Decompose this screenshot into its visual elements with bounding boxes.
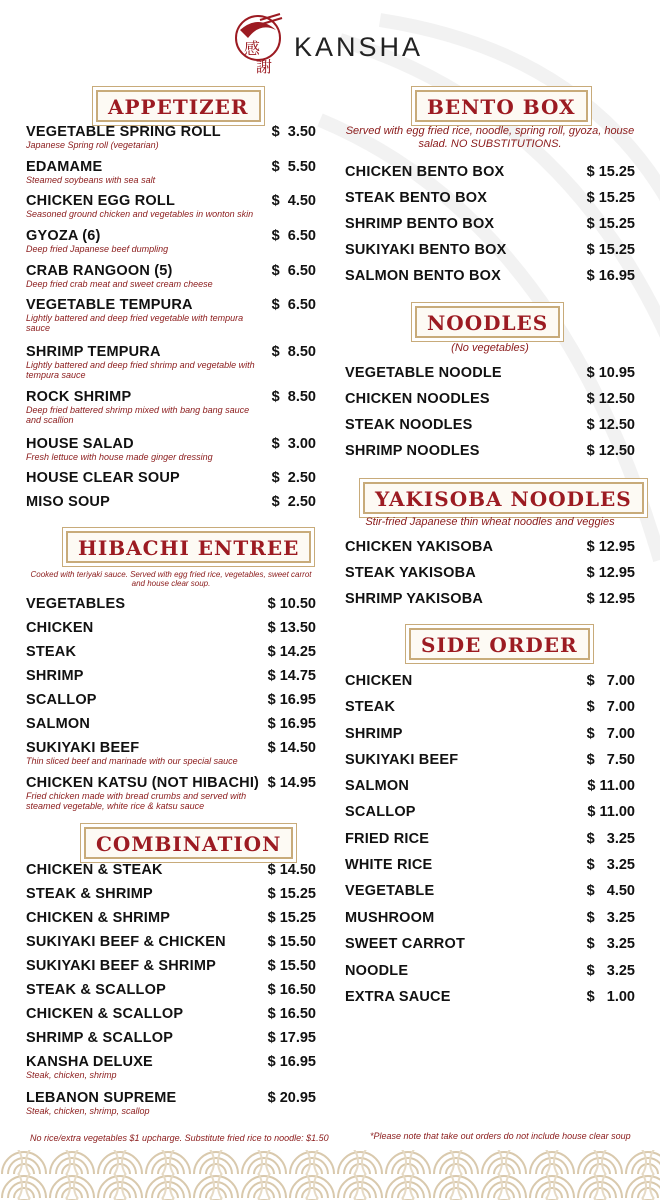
menu-item-price: $ 6.50 [271, 263, 316, 279]
menu-item-name: SALMON [26, 716, 91, 732]
menu-item-name: CHICKEN [26, 620, 94, 636]
menu-item-description: Fresh lettuce with house made ginger dressing [26, 452, 213, 462]
menu-item-name: LEBANON SUPREME [26, 1090, 177, 1106]
menu-item-description: Lightly battered and deep fried shrimp and vegetable with tempura sauce [26, 360, 255, 380]
menu-item-name: SUKIYAKI BEEF & SHRIMP [26, 958, 216, 974]
menu-item-price: $ 15.25 [586, 190, 635, 206]
section-title-yakisoba: YAKISOBA NOODLES [363, 482, 644, 514]
menu-item [345, 565, 635, 581]
menu-item [345, 190, 635, 206]
menu-item-name: CRAB RANGOON (5) [26, 263, 173, 279]
menu-item-price: $ 15.25 [586, 164, 635, 180]
menu-item [26, 1090, 316, 1116]
menu-item [345, 699, 635, 715]
menu-item [26, 644, 316, 660]
menu-item-name: VEGETABLE NOODLE [345, 365, 502, 381]
menu-item-name: VEGETABLE [345, 883, 435, 899]
menu-item [345, 591, 635, 607]
menu-item-price: $ 12.50 [586, 391, 635, 407]
menu-item-name: SWEET CARROT [345, 936, 466, 952]
menu-item-price: $ 3.25 [586, 857, 635, 873]
menu-item-price: $ 13.50 [267, 620, 316, 636]
menu-item-name: SHRIMP NOODLES [345, 443, 480, 459]
menu-item [26, 862, 316, 878]
menu-item-price: $ 6.50 [271, 228, 316, 244]
menu-item [26, 1006, 316, 1022]
menu-item [345, 443, 635, 459]
menu-item-price: $ 8.50 [271, 344, 316, 360]
menu-item-description: Deep fried crab meat and sweet cream cheese [26, 279, 213, 289]
menu-item-name: EXTRA SAUCE [345, 989, 451, 1005]
menu-item-price: $ 12.50 [586, 443, 635, 459]
menu-item [345, 910, 635, 926]
section-title-hibachi: HIBACHI ENTREE [66, 531, 311, 563]
menu-item-name: SALMON [345, 778, 410, 794]
menu-item-price: $ 16.50 [267, 982, 316, 998]
menu-item-name: EDAMAME [26, 159, 103, 175]
menu-item [26, 886, 316, 902]
menu-item [26, 159, 316, 185]
menu-item-description: Seasoned ground chicken and vegetables in wonton skin [26, 209, 254, 219]
menu-item-name: GYOZA (6) [26, 228, 101, 244]
section-title-appetizer: APPETIZER [96, 90, 261, 122]
menu-item-price: $ 16.95 [267, 692, 316, 708]
menu-item [26, 668, 316, 684]
menu-item-name: SUKIYAKI BEEF & CHICKEN [26, 934, 226, 950]
menu-item-price: $ 14.25 [267, 644, 316, 660]
menu-item-name: VEGETABLE SPRING ROLL [26, 124, 221, 140]
menu-item-description: Deep fried battered shrimp mixed with bang bang sauce and scallion [26, 405, 250, 425]
menu-item [26, 1030, 316, 1046]
menu-item [345, 726, 635, 742]
menu-item-price: $ 8.50 [271, 389, 316, 405]
menu-item-price: $ 20.95 [267, 1090, 316, 1106]
menu-item-name: SUKIYAKI BENTO BOX [345, 242, 507, 258]
menu-item [26, 263, 316, 289]
menu-item [26, 470, 316, 486]
right-column [345, 0, 635, 1200]
menu-item-name: STEAK [26, 644, 77, 660]
menu-item [345, 417, 635, 433]
menu-item-price: $ 7.00 [586, 726, 635, 742]
menu-item [345, 673, 635, 689]
menu-item-name: CHICKEN & SHRIMP [26, 910, 171, 926]
menu-item-price: $ 3.25 [586, 910, 635, 926]
menu-item-name: HOUSE CLEAR SOUP [26, 470, 180, 486]
menu-item-name: CHICKEN [345, 673, 413, 689]
menu-item-name: VEGETABLES [26, 596, 126, 612]
menu-item [26, 494, 316, 510]
menu-item-name: CHICKEN BENTO BOX [345, 164, 505, 180]
menu-item [345, 752, 635, 768]
menu-item [345, 989, 635, 1005]
menu-item-name: STEAK YAKISOBA [345, 565, 476, 581]
menu-item-price: $ 3.25 [586, 831, 635, 847]
menu-item-price: $ 3.25 [586, 963, 635, 979]
menu-item-name: CHICKEN KATSU (NOT HIBACHI) [26, 775, 260, 791]
menu-item [26, 740, 316, 766]
section-title-bento: BENTO BOX [415, 90, 588, 122]
menu-item-name: STEAK & SHRIMP [26, 886, 153, 902]
menu-item-price: $ 17.95 [267, 1030, 316, 1046]
hibachi-note: Cooked with teriyaki sauce. Served with egg fried rice, vegetables, sweet carrot and house clear soup. [30, 570, 312, 588]
menu-item-description: Thin sliced beef and marinade with our special sauce [26, 756, 238, 766]
menu-item-price: $ 5.50 [271, 159, 316, 175]
menu-item [26, 775, 316, 811]
menu-item-price: $ 16.50 [267, 1006, 316, 1022]
menu-item-name: ROCK SHRIMP [26, 389, 132, 405]
menu-item-price: $ 2.50 [271, 470, 316, 486]
menu-item-name: SHRIMP [26, 668, 84, 684]
menu-item-name: VEGETABLE TEMPURA [26, 297, 193, 313]
wave-pattern-border [0, 1150, 660, 1200]
footnote-right: *Please note that take out orders do not include house clear soup [370, 1131, 631, 1141]
menu-item-price: $ 14.50 [267, 740, 316, 756]
menu-item [26, 910, 316, 926]
menu-item [26, 228, 316, 254]
menu-item-price: $ 16.95 [267, 1054, 316, 1070]
menu-item-price: $ 15.25 [267, 886, 316, 902]
menu-item-price: $ 15.25 [267, 910, 316, 926]
noodles-note: (No vegetables) [451, 342, 529, 354]
menu-item-name: KANSHA DELUXE [26, 1054, 153, 1070]
menu-item-name: SHRIMP BENTO BOX [345, 216, 495, 232]
menu-item-price: $ 2.50 [271, 494, 316, 510]
menu-item-price: $ 14.50 [267, 862, 316, 878]
menu-item [345, 268, 635, 284]
brand-name: KANSHA [294, 32, 424, 62]
menu-item-price: $ 4.50 [271, 193, 316, 209]
menu-item-name: FRIED RICE [345, 831, 430, 847]
menu-item [26, 958, 316, 974]
menu-item [26, 436, 316, 462]
menu-item-name: SCALLOP [26, 692, 97, 708]
menu-item-price: $ 15.50 [267, 958, 316, 974]
menu-item [26, 1054, 316, 1080]
menu-item-price: $ 3.00 [271, 436, 316, 452]
menu-item-price: $ 15.25 [586, 242, 635, 258]
section-title-side-order: SIDE ORDER [409, 628, 590, 660]
menu-item-price: $ 6.50 [271, 297, 316, 313]
menu-item-name: SHRIMP TEMPURA [26, 344, 161, 360]
menu-item-price: $ 4.50 [586, 883, 635, 899]
menu-item-price: $ 7.50 [586, 752, 635, 768]
menu-item [26, 716, 316, 732]
menu-item-price: $ 12.95 [586, 591, 635, 607]
menu-item-name: MUSHROOM [345, 910, 435, 926]
menu-item-price: $ 12.95 [586, 539, 635, 555]
menu-item-price: $ 12.95 [586, 565, 635, 581]
menu-item-name: CHICKEN YAKISOBA [345, 539, 494, 555]
menu-item-name: SHRIMP & SCALLOP [26, 1030, 174, 1046]
menu-item [26, 596, 316, 612]
menu-item-price: $ 14.75 [267, 668, 316, 684]
menu-item-price: $ 7.00 [586, 699, 635, 715]
menu-item-name: STEAK & SCALLOP [26, 982, 166, 998]
menu-item-description: Deep fried Japanese beef dumpling [26, 244, 169, 254]
menu-item-price: $ 16.95 [586, 268, 635, 284]
menu-item-name: SUKIYAKI BEEF [345, 752, 459, 768]
menu-item-name: CHICKEN EGG ROLL [26, 193, 176, 209]
menu-item-name: HOUSE SALAD [26, 436, 134, 452]
section-title-noodles: NOODLES [415, 306, 560, 338]
menu-item-name: NOODLE [345, 963, 409, 979]
menu-item-name: CHICKEN & STEAK [26, 862, 163, 878]
menu-item-price: $ 7.00 [586, 673, 635, 689]
menu-item-price: $ 14.95 [267, 775, 316, 791]
menu-item [345, 391, 635, 407]
yakisoba-note: Stir-fried Japanese thin wheat noodles and veggies [365, 516, 615, 528]
menu-item [345, 216, 635, 232]
menu-item-name: STEAK BENTO BOX [345, 190, 488, 206]
menu-item-price: $ 10.50 [267, 596, 316, 612]
menu-item [345, 963, 635, 979]
menu-item-name: CHICKEN NOODLES [345, 391, 490, 407]
menu-item-description: Steak, chicken, shrimp, scallop [26, 1106, 150, 1116]
menu-item [26, 934, 316, 950]
menu-item [26, 692, 316, 708]
menu-item [345, 365, 635, 381]
menu-item [26, 297, 316, 333]
menu-item-description: Steak, chicken, shrimp [26, 1070, 117, 1080]
menu-item-price: $ 11.00 [587, 804, 635, 820]
left-column [26, 0, 316, 1200]
svg-text:謝: 謝 [256, 57, 273, 76]
menu-item-name: STEAK NOODLES [345, 417, 473, 433]
menu-item-name: SHRIMP [345, 726, 403, 742]
menu-item [345, 804, 635, 820]
menu-item [26, 124, 316, 150]
menu-item-price: $ 3.25 [586, 936, 635, 952]
menu-item [345, 857, 635, 873]
menu-item-description: Steamed soybeans with sea salt [26, 175, 156, 185]
svg-text:感: 感 [244, 39, 261, 58]
bento-note: Served with egg fried rice, noodle, spring roll, gyoza, house salad. NO SUBSTITUTIONS. [345, 125, 635, 150]
menu-item-price: $ 16.95 [267, 716, 316, 732]
menu-item-description: Fried chicken made with bread crumbs and served with steamed vegetable, white rice & katsu sauce [26, 791, 247, 811]
menu-item-name: SUKIYAKI BEEF [26, 740, 140, 756]
menu-item-price: $ 10.95 [586, 365, 635, 381]
menu-item [345, 539, 635, 555]
menu-item-price: $ 1.00 [586, 989, 635, 1005]
menu-item-name: SHRIMP YAKISOBA [345, 591, 484, 607]
menu-item [345, 242, 635, 258]
menu-item-name: SALMON BENTO BOX [345, 268, 501, 284]
menu-item [26, 620, 316, 636]
menu-item-price: $ 11.00 [587, 778, 635, 794]
menu-item [26, 982, 316, 998]
menu-item-price: $ 3.50 [271, 124, 316, 140]
menu-item-description: Japanese Spring roll (vegetarian) [26, 140, 159, 150]
footnote-left: No rice/extra vegetables $1 upcharge. Substitute fried rice to noodle: $1.50 [30, 1133, 329, 1143]
section-title-combination: COMBINATION [84, 827, 293, 859]
menu-item-name: STEAK [345, 699, 396, 715]
menu-item [26, 344, 316, 380]
menu-item-name: WHITE RICE [345, 857, 433, 873]
menu-item-name: MISO SOUP [26, 494, 110, 510]
menu-item [26, 193, 316, 219]
menu-item [345, 778, 635, 794]
menu-item-name: SCALLOP [345, 804, 416, 820]
menu-item-price: $ 15.50 [267, 934, 316, 950]
menu-item-name: CHICKEN & SCALLOP [26, 1006, 184, 1022]
menu-item [345, 936, 635, 952]
menu-item [26, 389, 316, 425]
menu-item [345, 164, 635, 180]
menu-item-price: $ 12.50 [586, 417, 635, 433]
menu-item [345, 883, 635, 899]
menu-item-description: Lightly battered and deep fried vegetable with tempura sauce [26, 313, 244, 333]
menu-item [345, 831, 635, 847]
menu-item-price: $ 15.25 [586, 216, 635, 232]
